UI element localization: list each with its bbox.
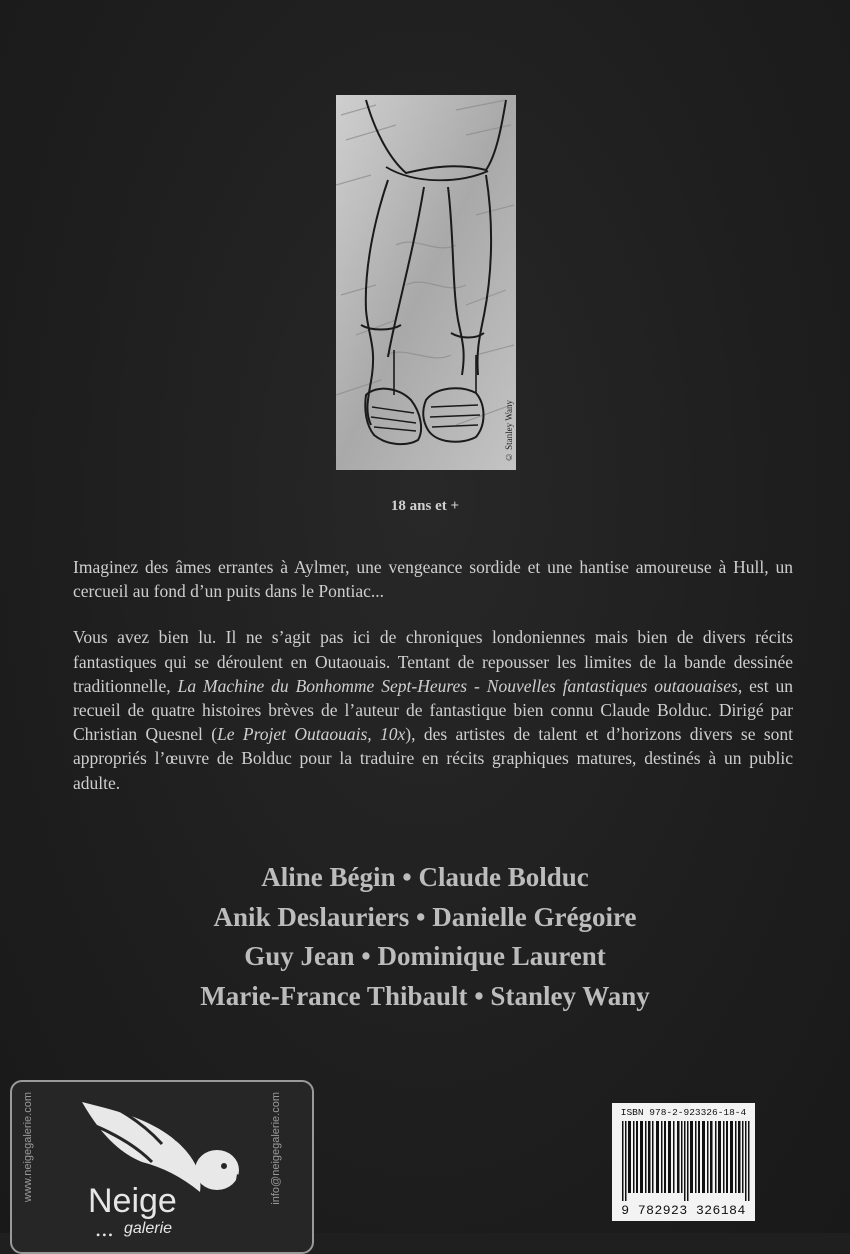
book-title: La Machine du Bonhomme Sept-Heures - Nouvelles fantastiques outaouaises — [177, 675, 738, 696]
author-line: Anik Deslauriers • Danielle Grégoire — [213, 901, 637, 932]
blurb-paragraph-2 — [73, 625, 793, 794]
publisher-logo — [10, 1080, 314, 1254]
age-rating: 18 ans et + — [390, 498, 460, 514]
blurb-text: Vous avez bien lu. Il ne s’agit pas ici de chroniques londoniennes mais bien de divers récits fantastiques qui se déroulent en Outaouais. Tentant de repousser les limites de la bande dessinée traditionnelle, — [73, 627, 793, 696]
author-line: Aline Bégin • Claude Bolduc — [261, 862, 589, 892]
isbn-number: ISBN 978-2-923326-18-4 — [620, 1107, 747, 1118]
publisher-email: info@neigegalerie.com — [270, 1092, 282, 1205]
author-line: Marie-France Thibault • Stanley Wany — [200, 980, 650, 1011]
blurb-paragraph-1: Imaginez des âmes errantes à Aylmer, une vengeance sordide et une hantise amoureuse à Hull, un cercueil au fond d’un puits dans le Pontiac... — [73, 557, 793, 602]
logo-dots: ••• — [96, 1228, 115, 1242]
legs-drawing — [336, 95, 516, 470]
publisher-subtitle: galerie — [124, 1220, 173, 1237]
publisher-website: www.neigegalerie.com — [22, 1092, 34, 1203]
artwork-credit: © Stanley Wany — [504, 399, 514, 462]
cover-artwork — [336, 95, 516, 470]
reference-title: Le Projet Outaouais, 10x — [217, 724, 406, 745]
publisher-brand: Neige — [88, 1182, 177, 1220]
author-line: Guy Jean • Dominique Laurent — [244, 941, 606, 971]
blurb-text: ), des artistes de talent et d’horizons divers se sont appropriés l’œuvre de Bolduc pour la traduire en récits graphiques matures, destinés à un public adulte. — [73, 724, 793, 793]
blurb-text: , est un recueil de quatre histoires brèves de l’auteur de fantastique bien connu Claude Bolduc. Dirigé par Christian Quesnel ( — [73, 675, 793, 745]
back-cover-blurb — [73, 555, 793, 795]
isbn-barcode — [612, 1103, 755, 1221]
barcode-digits: 9 782923 326184 — [621, 1203, 746, 1218]
author-list — [0, 858, 850, 1016]
barcode-bars — [622, 1121, 750, 1201]
